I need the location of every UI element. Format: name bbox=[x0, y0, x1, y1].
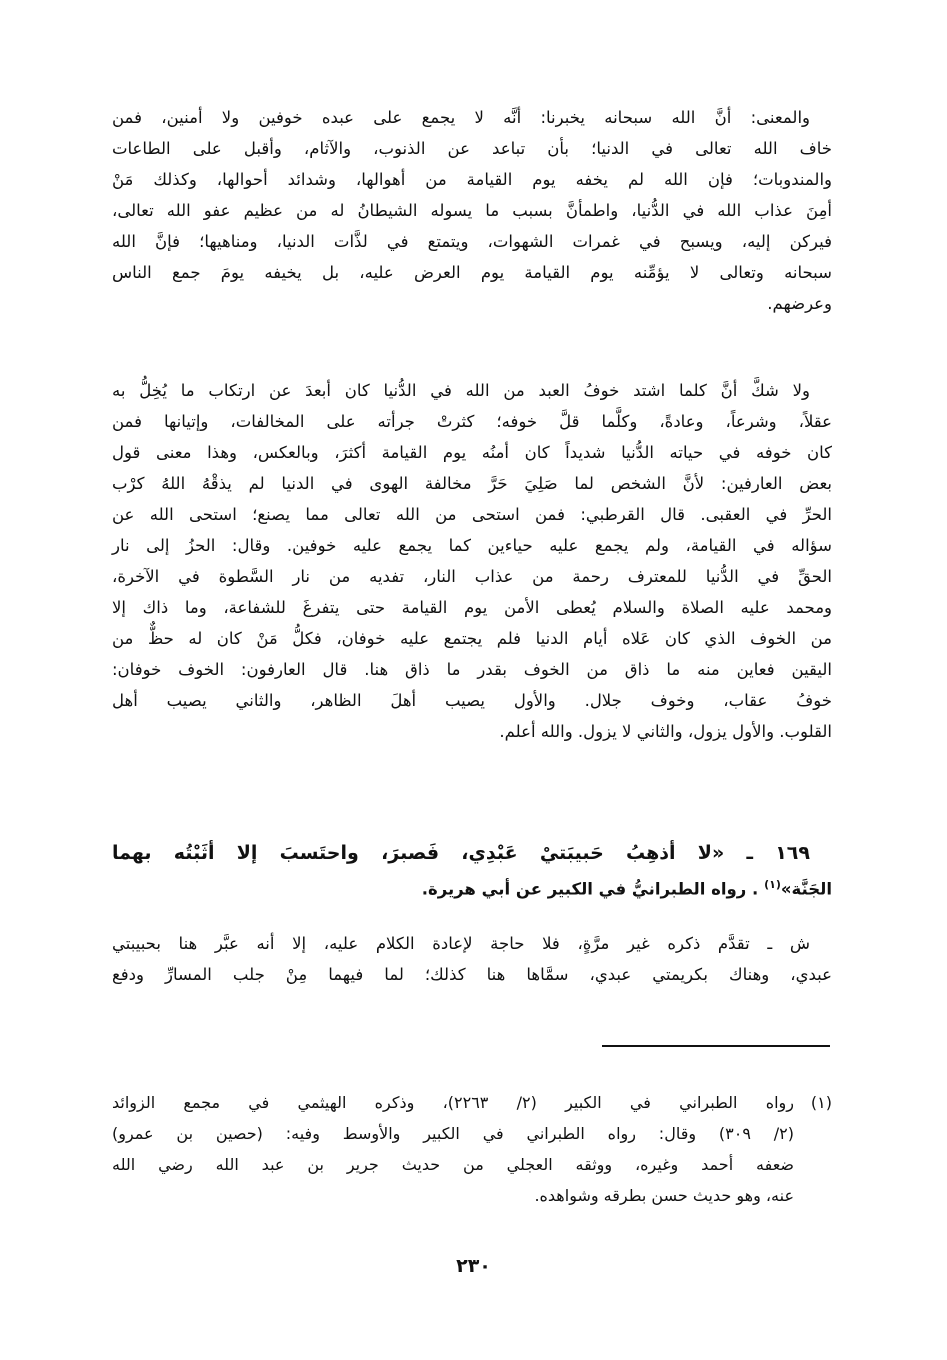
text-line: (٢/ ٣٠٩) وقال: رواه الطبراني في الكبير والأوسط وفيه: (حصين بن عمرو) bbox=[112, 1124, 794, 1143]
text-line: خاف الله تعالى في الدنيا؛ بأن تباعد عن الذنوب، والآثام، وأقبل على الطاعات bbox=[112, 139, 832, 158]
paragraph-3 bbox=[112, 928, 832, 990]
text-line: سؤاله في القيامة، ولم يجمع عليه حياءين كما يجمع عليه خوفين. وقال: الحزُ إلى نار bbox=[112, 536, 832, 555]
text-line: سبحانه وتعالى لا يؤمِّنه يوم القيامة يوم العرض عليه، بل يخيفه يومَ جمع الناس bbox=[112, 263, 832, 282]
hadith-heading bbox=[112, 838, 832, 900]
page-number: ٢٣٠ bbox=[456, 1255, 491, 1277]
text-line: ضعفه أحمد وغيره، ووثقه العجلي من حديث جرير بن عبد الله رضي الله bbox=[112, 1155, 794, 1174]
text-line: ومحمد عليه الصلاة والسلام يُعطى الأمن يوم القيامة حتى يتفرغَ للشفاعة، وما ذاك إلا bbox=[112, 598, 832, 617]
hadith-line-1: ١٦٩ ـ «لا أذهِبُ حَبيبَتيْ عَبْدِي، فَصبرَ، واحتَسبَ إلا أثَبْتُه بهما bbox=[112, 842, 810, 864]
hadith-source: . رواه الطبرانيُّ في الكبير عن أبي هريرة. bbox=[421, 879, 759, 899]
text-line: القلوب. والأول يزول، والثاني لا يزول. والله أعلم. bbox=[499, 722, 832, 741]
hadith-line-2 bbox=[112, 869, 832, 900]
text-line: اليقين فعاين منه ما ذاق من الخوف بقدر ما ذاق هنا. قال العارفون: الخوف خوفان: bbox=[112, 660, 832, 679]
footnote-reference[interactable]: (١) bbox=[764, 878, 781, 891]
text-line: عبدي، وهناك بكريمتي عبدي، سمَّاها هنا كذلك؛ لما فيهما مِنْ جلب المسارِّ ودفع bbox=[112, 965, 832, 984]
footnote-separator bbox=[602, 1045, 830, 1047]
text-line: الحرِّ في العقبى. قال القرطبي: فمن استحى من الله تعالى مما يصنع؛ استحى الله عن bbox=[112, 505, 832, 524]
text-line: ولا شكَّ أنَّ كلما اشتد خوفُ العبد من الله في الدُّنيا كان أبعدَ عن ارتكاب ما يُخِلُّ به bbox=[112, 381, 810, 400]
text-line: عنه، وهو حديث حسن بطرقه وشواهده. bbox=[534, 1186, 794, 1205]
text-line: فيركن إليه، ويسبح في غمرات الشهوات، ويتمتع في لذَّات الدنيا، ومناهيها؛ فإنَّ الله bbox=[112, 232, 832, 251]
paragraph-2 bbox=[112, 375, 832, 747]
text-line: من الخوف الذي كان عَلاه أيام الدنيا فلم يجتمع عليه خوفان، فكلُّ مَنْ كان له حظٌّ من bbox=[112, 629, 832, 648]
text-line: وعرضهم. bbox=[767, 294, 832, 313]
footnote bbox=[112, 1087, 832, 1211]
text-line: عقلاً، وشرعاً، وعادةً، وكلَّما قلَّ خوفه؛ كثرتْ جرأته على المخالفات، وإتيانها فمن bbox=[112, 412, 832, 431]
text-line: والمندوبات؛ فإن الله لم يخفه يوم القيامة من أهوالها، وشدائد أحوالها، وكذلك مَنْ bbox=[112, 170, 832, 189]
text-line: بعض العارفين: لأنَّ الشخص لما صَلِيَ حَرَّ مخالفة الهوى في الدنيا لم يذقْهُ اللهُ كرْب bbox=[112, 474, 832, 493]
text-line: الحقِّ في الدُّنيا للمعترف رحمة من عذاب النار، تفديه من نار السَّطوة في الآخرة، bbox=[112, 567, 832, 586]
paragraph-1 bbox=[112, 102, 832, 319]
text-line: أمِنَ عذاب الله في الدُّنيا، واطمأنَّ بسبب ما يسوله الشيطانُ له من عظيم عفو الله تعالى، bbox=[112, 201, 832, 220]
text-line: والمعنى: أنَّ الله سبحانه يخبرنا: أنَّه لا يجمع على عبده خوفين ولا أمنين، فمن bbox=[112, 108, 810, 127]
text-line: ش ـ تقدَّم ذكره غير مرَّةٍ، فلا حاجة لإعادة الكلام عليه، إلا أنه عبَّر هنا بحبيبتي bbox=[112, 934, 810, 953]
text-line: كان خوفه في حياته الدُّنيا شديداً كان أمنُه يوم القيامة أكثرَ، وبالعكس، وهذا معنى قول bbox=[112, 443, 832, 462]
hadith-text-end: الجَنَّة» bbox=[780, 879, 832, 899]
text-line: خوفُ عقاب، وخوف جلال. والأول يصيب أهلَ الظاهر، والثاني يصيب أهل bbox=[112, 691, 832, 710]
footnote-number: (١) bbox=[810, 1093, 832, 1112]
text-line: رواه الطبراني في الكبير (٢/ ٢٢٦٣)، وذكره الهيثمي في مجمع الزوائد bbox=[112, 1093, 794, 1112]
